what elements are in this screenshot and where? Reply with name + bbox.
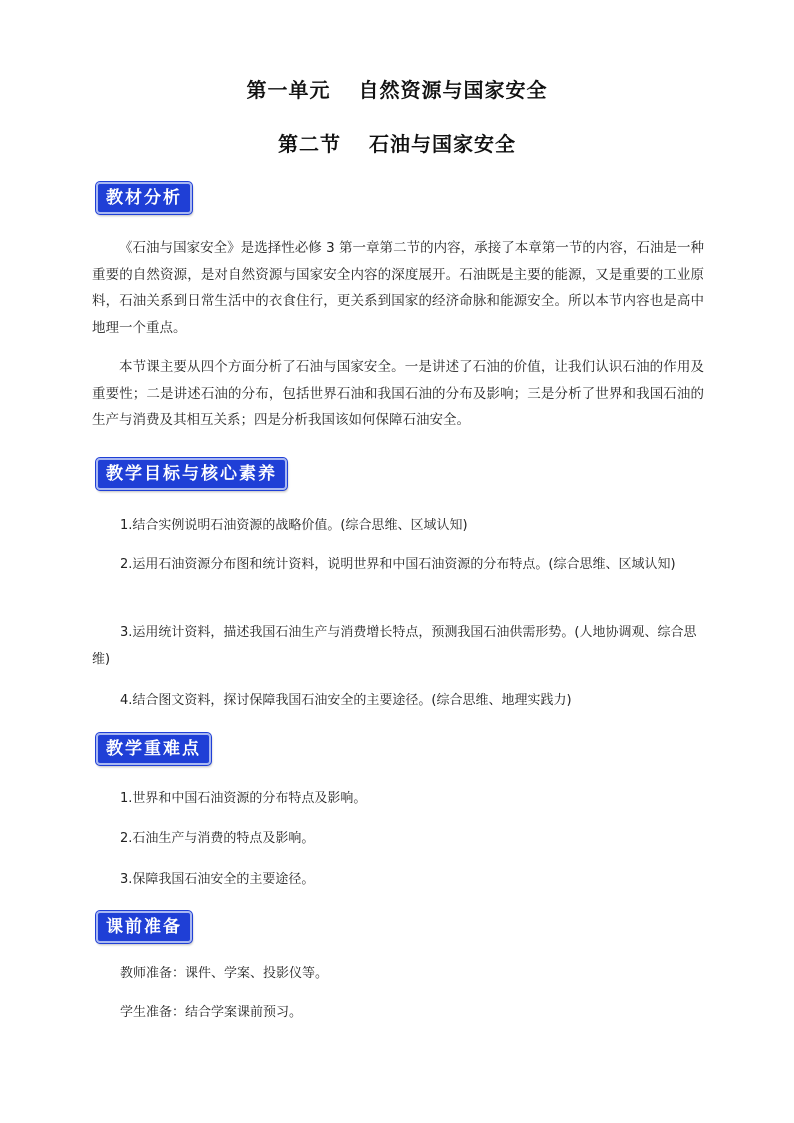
- analysis-paragraph: 本节课主要从四个方面分析了石油与国家安全。一是讲述了石油的价值，让我们认识石油的作用及重要性；二是讲述石油的分布，包括世界石油和我国石油的分布及影响；三是分析了世界和我国石油的生产与消费及其相互关系；四是分析我国该如何保障石油安全。: [92, 359, 704, 428]
- keypoint-item: 1.世界和中国石油资源的分布特点及影响。: [120, 791, 367, 806]
- section-number: 第二节: [278, 132, 341, 156]
- unit-name: 自然资源与国家安全: [358, 78, 548, 102]
- keypoint-item: 2.石油生产与消费的特点及影响。: [120, 831, 315, 846]
- heading-preparation: 课前准备: [96, 911, 192, 943]
- heading-objectives: 教学目标与核心素养: [96, 458, 287, 490]
- section-name: 石油与国家安全: [369, 132, 516, 156]
- preparation-item: 学生准备：结合学案课前预习。: [120, 1005, 303, 1020]
- keypoint-item: 3.保障我国石油安全的主要途径。: [120, 872, 315, 887]
- objective-item: 4.结合图文资料，探讨保障我国石油安全的主要途径。(综合思维、地理实践力): [120, 693, 572, 708]
- objective-item: 2.运用石油资源分布图和统计资料，说明世界和中国石油资源的分布特点。(综合思维、区域认知): [120, 557, 676, 572]
- analysis-paragraph: 《石油与国家安全》是选择性必修 3 第一章第二节的内容，承接了本章第一节的内容，石油是一种重要的自然资源，是对自然资源与国家安全内容的深度展开。石油既是主要的能源，又是重要的工业原料，石油关系到日常生活中的衣食住行，更关系到国家的经济命脉和能源安全。所以本节内容也是高中地理一个重点。: [92, 240, 704, 336]
- unit-title: [0, 74, 794, 103]
- section-title: [0, 128, 794, 157]
- heading-keypoints: 教学重难点: [96, 733, 211, 765]
- heading-analysis: 教材分析: [96, 182, 192, 214]
- preparation-item: 教师准备：课件、学案、投影仪等。: [120, 966, 329, 981]
- objective-item: 1.结合实例说明石油资源的战略价值。(综合思维、区域认知): [120, 518, 468, 533]
- unit-number: 第一单元: [246, 78, 331, 102]
- objective-item: 3.运用统计资料，描述我国石油生产与消费增长特点，预测我国石油供需形势。(人地协调观、综合思维): [92, 625, 697, 667]
